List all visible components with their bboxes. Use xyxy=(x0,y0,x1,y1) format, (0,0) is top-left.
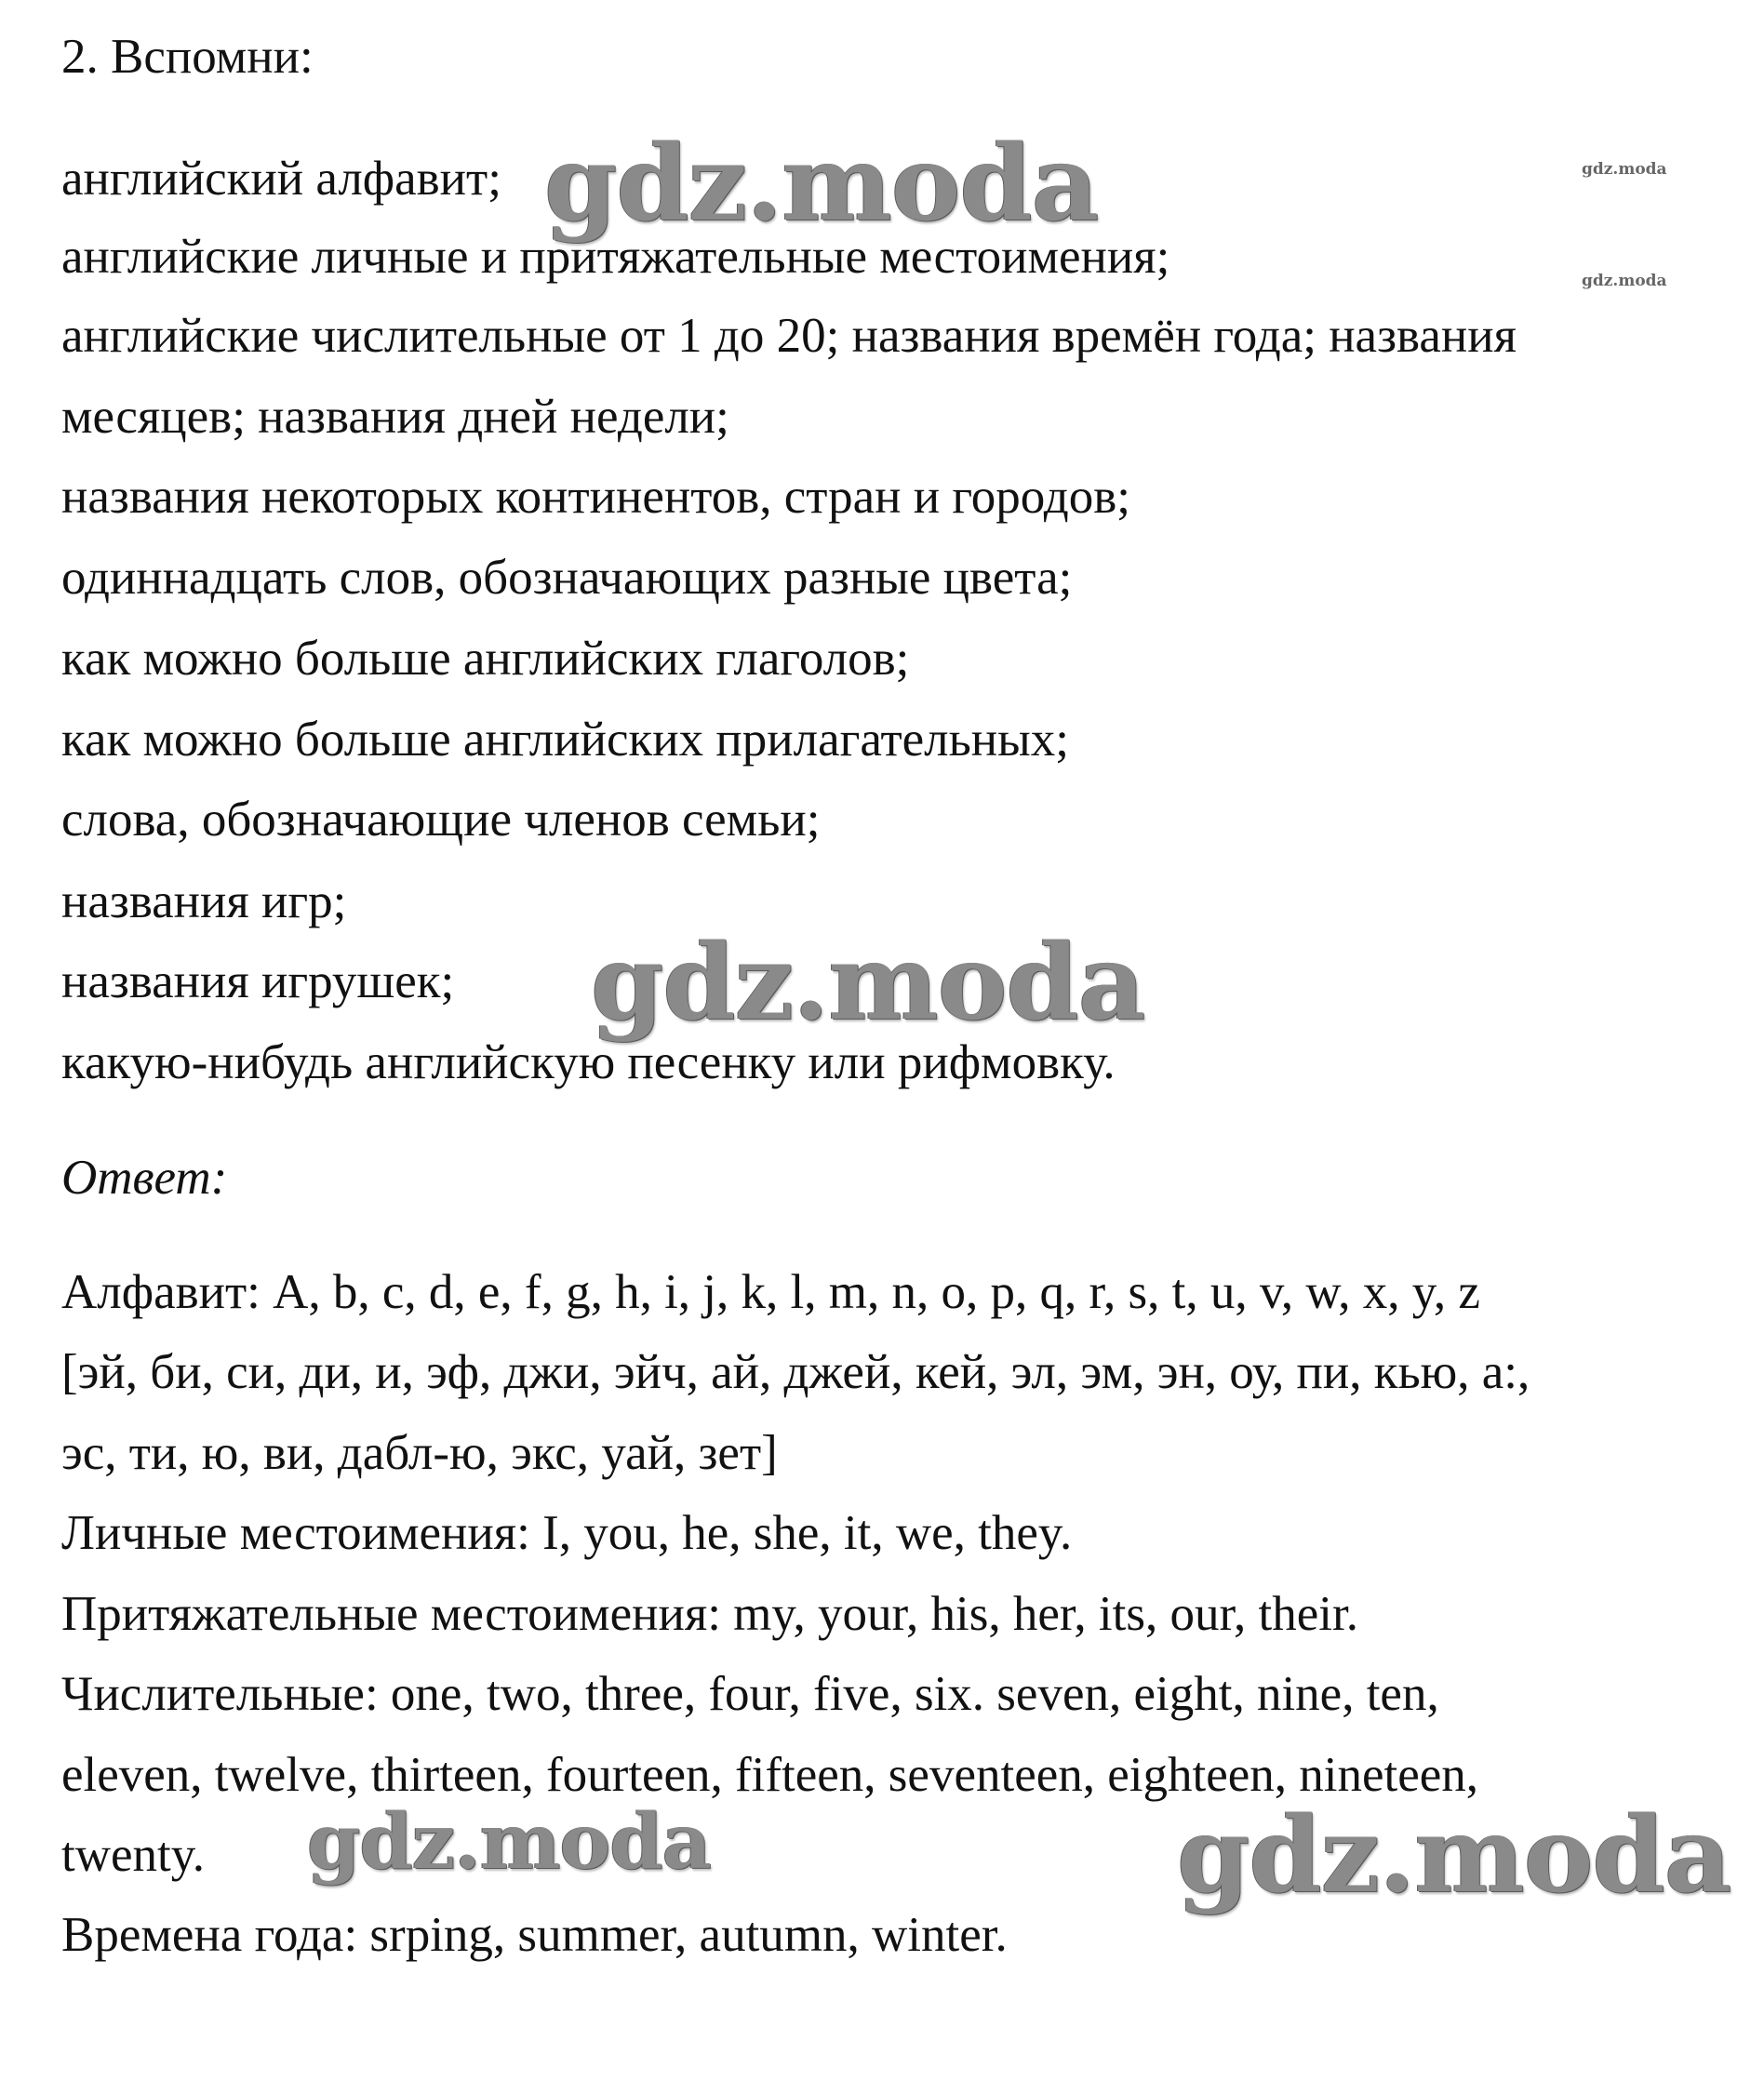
task-item: как можно больше английских прилагательных; xyxy=(61,713,1069,767)
answer-line: twenty. xyxy=(61,1828,206,1882)
answer-label: Ответ: xyxy=(61,1151,228,1205)
task-item: английские числительные от 1 до 20; названия времён года; названия xyxy=(61,309,1517,363)
task-item: названия игр; xyxy=(61,874,347,928)
watermark-logo: gdz.moda xyxy=(591,922,1145,1044)
task-item: названия игрушек; xyxy=(61,954,455,1008)
answer-line: Времена года: srping, summer, autumn, winter. xyxy=(61,1908,1008,1962)
answer-line: Алфавит: A, b, c, d, e, f, g, h, i, j, k, l, m, n, o, p, q, r, s, t, u, v, w, x, y, z xyxy=(61,1265,1480,1319)
answer-line: Притяжательные местоимения: my, your, his, her, its, our, their. xyxy=(61,1587,1358,1641)
answer-line: Личные местоимения: I, you, he, she, it, we, they. xyxy=(61,1506,1073,1560)
watermark-logo: gdz.moda xyxy=(1177,1794,1731,1916)
watermark-logo: gdz.moda xyxy=(544,123,1099,245)
answer-line: эс, ти, ю, ви, дабл-ю, экс, уай, зет] xyxy=(61,1426,778,1480)
task-item: как можно больше английских глаголов; xyxy=(61,632,910,686)
task-item: английские личные и притяжательные местоимения; xyxy=(61,230,1170,284)
task-item: английский алфавит; xyxy=(61,152,501,206)
watermark-small: gdz.moda xyxy=(1582,160,1667,179)
task-item: названия некоторых континентов, стран и городов; xyxy=(61,470,1130,524)
task-item: какую-нибудь английскую песенку или рифмовку. xyxy=(61,1035,1116,1089)
answer-line: eleven, twelve, thirteen, fourteen, fifteen, seventeen, eighteen, nineteen, xyxy=(61,1748,1479,1802)
task-item: слова, обозначающие членов семьи; xyxy=(61,793,821,847)
watermark-small: gdz.moda xyxy=(1582,272,1667,290)
exercise-heading: 2. Вспомни: xyxy=(61,30,314,84)
task-item: месяцев; названия дней недели; xyxy=(61,390,729,444)
answer-line: [эй, би, си, ди, и, эф, джи, эйч, ай, джей, кей, эл, эм, эн, оу, пи, кью, а:, xyxy=(61,1345,1530,1399)
watermark-logo: gdz.moda xyxy=(307,1797,711,1887)
answer-line: Числительные: one, two, three, four, five, six. seven, eight, nine, ten, xyxy=(61,1667,1439,1721)
task-item: одиннадцать слов, обозначающих разные цвета; xyxy=(61,551,1073,605)
